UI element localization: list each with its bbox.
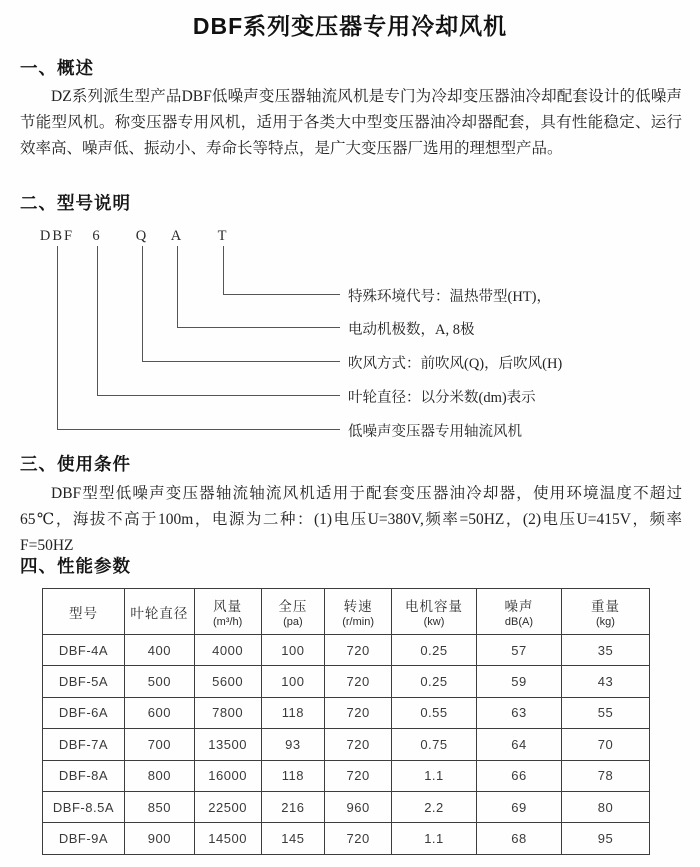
table-cell: 118 xyxy=(261,697,325,728)
model-code-part-poles: A xyxy=(170,228,184,244)
column-header-unit: dB(A) xyxy=(504,616,534,628)
table-cell: 900 xyxy=(124,823,194,854)
table-cell: 145 xyxy=(261,823,325,854)
table-cell: 960 xyxy=(325,791,392,822)
table-cell: 69 xyxy=(476,791,561,822)
table-cell: DBF-9A xyxy=(43,823,125,854)
table-cell: 0.55 xyxy=(392,697,477,728)
table-cell: 55 xyxy=(561,697,649,728)
table-cell: 68 xyxy=(476,823,561,854)
section-heading-overview: 一、概述 xyxy=(20,58,94,78)
performance-table xyxy=(42,588,650,855)
table-cell: 66 xyxy=(476,760,561,791)
table-row xyxy=(43,823,650,854)
model-code-part-environment: T xyxy=(217,228,229,244)
column-header-label: 型号 xyxy=(68,605,98,621)
table-cell: 80 xyxy=(561,791,649,822)
model-code-part-diameter: 6 xyxy=(92,228,102,244)
table-cell: 57 xyxy=(476,635,561,666)
table-row xyxy=(43,635,650,666)
table-cell: 35 xyxy=(561,635,649,666)
table-cell: DBF-4A xyxy=(43,635,125,666)
table-cell: 1.1 xyxy=(392,823,477,854)
overview-paragraph: DZ系列派生型产品DBF低噪声变压器轴流风机是专门为冷却变压器油冷却配套设计的低噪声节能型风机。称变压器专用风机，适用于各类大中型变压器油冷却器配套，具有性能稳定、运行效率高、噪声低、振动小、寿命长等特点，是广大变压器厂选用的理想型产品。 xyxy=(20,88,682,157)
table-cell: 118 xyxy=(261,760,325,791)
table-cell: DBF-5A xyxy=(43,666,125,697)
table-row xyxy=(43,666,650,697)
table-cell: 2.2 xyxy=(392,791,477,822)
table-cell: 5600 xyxy=(194,666,261,697)
table-cell: DBF-8.5A xyxy=(43,791,125,822)
column-header-unit: (pa) xyxy=(283,616,303,628)
diagram-label-diameter: 叶轮直径：以分米数(dm)表示 xyxy=(348,390,536,406)
model-code-part-series: DBF xyxy=(39,228,75,244)
table-cell: 0.75 xyxy=(392,729,477,760)
column-header-label: 噪声 xyxy=(504,599,534,614)
table-cell: 400 xyxy=(124,635,194,666)
table-header-row xyxy=(43,589,650,635)
column-header-unit: (kg) xyxy=(595,616,615,628)
table-cell: 100 xyxy=(261,666,325,697)
table-cell: 0.25 xyxy=(392,666,477,697)
table-cell: 93 xyxy=(261,729,325,760)
table-cell: 800 xyxy=(124,760,194,791)
section-heading-usage: 三、使用条件 xyxy=(20,454,131,474)
diagram-label-blow-mode: 吹风方式：前吹风(Q)，后吹风(H) xyxy=(348,356,563,372)
column-header-label: 风量 xyxy=(213,599,243,614)
column-header-unit: (kw) xyxy=(423,616,445,628)
table-cell: DBF-6A xyxy=(43,697,125,728)
table-cell: 1.1 xyxy=(392,760,477,791)
table-cell: 0.25 xyxy=(392,635,477,666)
column-header-label: 转速 xyxy=(343,599,373,614)
table-cell: 43 xyxy=(561,666,649,697)
column-header-label: 重量 xyxy=(590,599,620,614)
table-cell: 16000 xyxy=(194,760,261,791)
section-heading-model: 二、型号说明 xyxy=(20,193,131,213)
table-cell: 70 xyxy=(561,729,649,760)
table-cell: 59 xyxy=(476,666,561,697)
diagram-label-environment: 特殊环境代号：温热带型(HT)， xyxy=(348,289,551,305)
table-cell: 7800 xyxy=(194,697,261,728)
table-row xyxy=(43,697,650,728)
connector-line xyxy=(57,246,340,430)
table-row xyxy=(43,760,650,791)
table-cell: 720 xyxy=(325,666,392,697)
column-header xyxy=(325,589,392,635)
table-cell: 720 xyxy=(325,729,392,760)
table-cell: 4000 xyxy=(194,635,261,666)
diagram-label-poles: 电动机极数，A, 8极 xyxy=(348,322,475,338)
table-cell: DBF-7A xyxy=(43,729,125,760)
table-row xyxy=(43,791,650,822)
table-cell: 78 xyxy=(561,760,649,791)
column-header xyxy=(194,589,261,635)
table-cell: 64 xyxy=(476,729,561,760)
table-cell: 600 xyxy=(124,697,194,728)
column-header-label: 全压 xyxy=(278,599,308,614)
table-cell: 95 xyxy=(561,823,649,854)
page-title: DBF系列变压器专用冷却风机 xyxy=(192,13,508,39)
table-cell: 700 xyxy=(124,729,194,760)
model-code-part-blow-mode: Q xyxy=(135,228,149,244)
table-cell: 720 xyxy=(325,635,392,666)
column-header-unit: (m³/h) xyxy=(212,616,243,628)
table-cell: 14500 xyxy=(194,823,261,854)
table-cell: 100 xyxy=(261,635,325,666)
column-header-label: 电机容量 xyxy=(404,599,463,614)
diagram-label-series: 低噪声变压器专用轴流风机 xyxy=(348,424,522,440)
column-header xyxy=(476,589,561,635)
table-cell: 720 xyxy=(325,760,392,791)
performance-table-head xyxy=(43,589,650,635)
section-heading-performance: 四、性能参数 xyxy=(20,556,131,576)
column-header xyxy=(124,589,194,635)
usage-paragraph: DBF型型低噪声变压器轴流轴流风机适用于配套变压器油冷却器，使用环境温度不超过65℃，海拔不高于100m，电源为二种：(1)电压U=380V,频率=50HZ，(2)电压U=415V，频率F=50HZ xyxy=(20,485,682,554)
table-row xyxy=(43,729,650,760)
column-header xyxy=(43,589,125,635)
table-cell: 22500 xyxy=(194,791,261,822)
table-cell: 13500 xyxy=(194,729,261,760)
column-header-label: 叶轮直径 xyxy=(130,605,189,621)
column-header xyxy=(561,589,649,635)
column-header xyxy=(392,589,477,635)
table-cell: 500 xyxy=(124,666,194,697)
table-cell: 216 xyxy=(261,791,325,822)
table-cell: 63 xyxy=(476,697,561,728)
table-cell: 720 xyxy=(325,697,392,728)
table-cell: 720 xyxy=(325,823,392,854)
column-header xyxy=(261,589,325,635)
column-header-unit: (r/min) xyxy=(342,616,374,628)
performance-table-body xyxy=(43,635,650,855)
model-code-diagram xyxy=(0,222,700,450)
table-cell: 850 xyxy=(124,791,194,822)
table-cell: DBF-8A xyxy=(43,760,125,791)
